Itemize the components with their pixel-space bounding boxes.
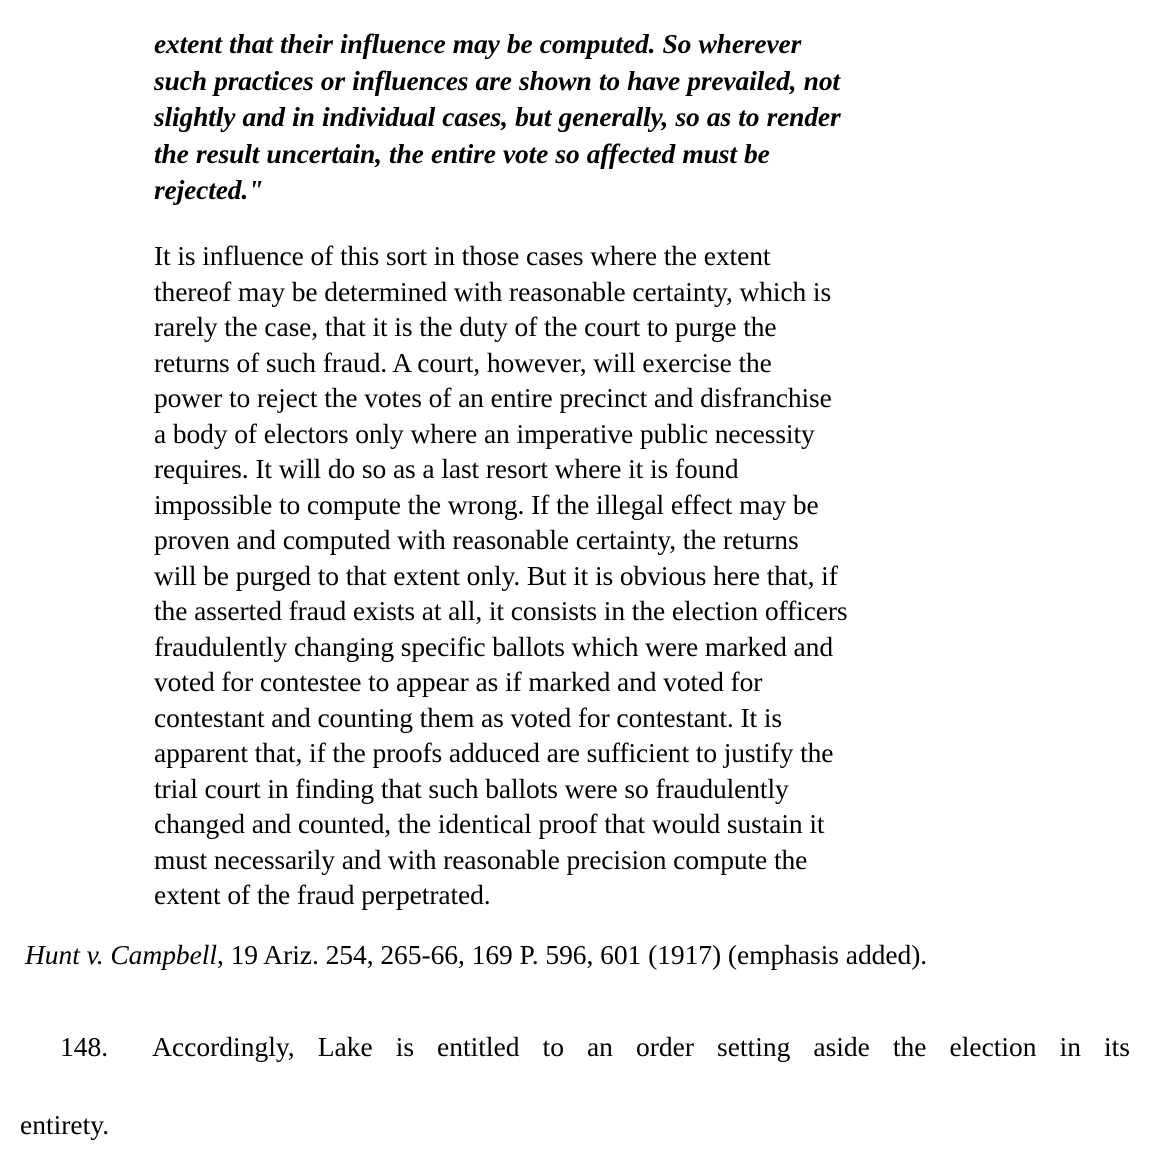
- block-quote-emphasized: [154, 26, 942, 209]
- quote-body-line: thereof may be determined with reasonable certainty, which is: [154, 275, 832, 307]
- quote-body-line: rarely the case, that it is the duty of the court to purge the: [154, 311, 777, 342]
- quote-body-line: power to reject the votes of an entire precinct and disfranchise: [154, 382, 832, 413]
- quote-body-line: proven and computed with reasonable certainty, the returns: [154, 524, 799, 555]
- numbered-paragraph-148: [20, 1008, 1130, 1164]
- numbered-paragraph-text-line-2: entirety.: [20, 1109, 110, 1140]
- quote-body-line: impossible to compute the wrong. If the illegal effect may be: [154, 488, 819, 520]
- numbered-paragraph-first-line: [20, 1008, 1130, 1086]
- case-citation: [25, 938, 927, 972]
- quote-emphasis-line: slightly and in individual cases, but generally, so as to render: [154, 101, 841, 133]
- quote-emphasis-line-last: rejected.": [154, 174, 264, 206]
- quote-body-line: requires. It will do so as a last resort where it is found: [154, 453, 739, 484]
- quote-body-line: the asserted fraud exists at all, it consists in the election officers: [154, 595, 848, 626]
- quote-body-line: a body of electors only where an imperative public necessity: [154, 417, 815, 449]
- block-quote-body: [154, 238, 942, 913]
- numbered-paragraph-text-line-1: Accordingly, Lake is entitled to an order setting aside the election in its: [152, 1031, 1130, 1062]
- quote-body-line: must necessarily and with reasonable precision compute the: [154, 843, 808, 875]
- quote-body-line: fraudulently changing specific ballots which were marked and: [154, 630, 833, 662]
- quote-body-line: It is influence of this sort in those cases where the extent: [154, 240, 771, 271]
- quote-emphasis-line: such practices or influences are shown to have prevailed, not: [154, 64, 840, 96]
- quote-body-line: trial court in finding that such ballots were so fraudulently: [154, 772, 789, 804]
- quote-body-line: contestant and counting them as voted for contestant. It is: [154, 701, 782, 733]
- paragraph-number: 148.: [60, 1031, 109, 1062]
- quote-emphasis-line: the result uncertain, the entire vote so affected must be: [154, 137, 770, 169]
- citation-reporter: , 19 Ariz. 254, 265-66, 169 P. 596, 601 (1917) (emphasis added).: [216, 939, 928, 970]
- quote-emphasis-line: extent that their influence may be computed. So wherever: [154, 28, 802, 59]
- quote-body-line: changed and counted, the identical proof that would sustain it: [154, 808, 825, 839]
- quote-body-line: will be purged to that extent only. But it is obvious here that, if: [154, 559, 838, 591]
- quote-body-line: voted for contestee to appear as if marked and voted for: [154, 666, 763, 697]
- quote-body-line-last: extent of the fraud perpetrated.: [154, 879, 491, 910]
- quote-body-line: apparent that, if the proofs adduced are sufficient to justify the: [154, 737, 834, 768]
- quote-body-line: returns of such fraud. A court, however, will exercise the: [154, 346, 772, 378]
- citation-case-name: Hunt v. Campbell: [25, 939, 217, 970]
